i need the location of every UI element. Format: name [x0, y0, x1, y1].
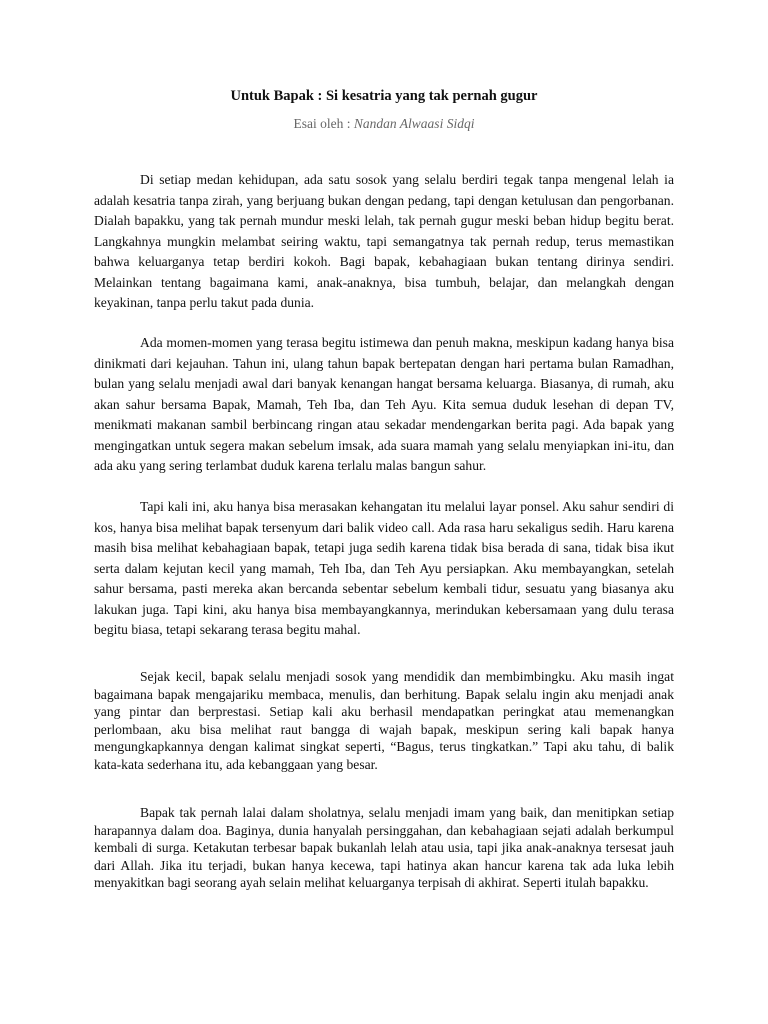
paragraph-3: Tapi kali ini, aku hanya bisa merasakan kehangatan itu melalui layar ponsel. Aku sahur sendiri di kos, hanya bisa melihat bapak tersenyum dari balik video call. Ada rasa haru sekaligus sedih. Haru karena masih bisa melihat kebahagiaan bapak, tetapi juga sedih karena tidak bisa berada di sana, tidak bisa ikut serta dalam kejutan kecil yang mamah, Teh Iba, dan Teh Ayu persiapkan. Aku membayangkan, setelah sahur bersama, pasti mereka akan bercanda sebentar sebelum kembali tidur, sesuatu yang biasanya aku lakukan juga. Tapi kini, aku hanya bisa membayangkannya, merindukan kebersamaan yang dulu terasa begitu biasa, tetapi sekarang terasa begitu mahal. [94, 499, 674, 637]
paragraph-4: Sejak kecil, bapak selalu menjadi sosok yang mendidik dan membimbingku. Aku masih ingat bagaimana bapak mengajariku membaca, menulis, dan berhitung. Bapak selalu ingin aku menjadi anak yang pintar dan berprestasi. Setiap kali aku berhasil mendapatkan peringkat atau memenangkan perlombaan, aku bisa melihat raut bangga di wajah bapak, meskipun sering kali bapak hanya mengungkapkannya dengan kalimat singkat seperti, “Bagus, terus tingkatkan.” Tapi aku tahu, di balik kata-kata sederhana itu, ada kebanggaan yang besar. [94, 669, 674, 772]
paragraph-1: Di setiap medan kehidupan, ada satu sosok yang selalu berdiri tegak tanpa mengenal lelah ia adalah kesatria tanpa zirah, yang berjuang bukan dengan pedang, tapi dengan ketulusan dan pengorbanan. Dialah bapakku, yang tak pernah mundur meski lelah, tak pernah gugur meski beban hidup begitu berat. Langkahnya mungkin melambat seiring waktu, tapi semangatnya tak pernah redup, terus memastikan bahwa keluarganya tetap berdiri kokoh. Bagi bapak, kebahagiaan bukan tentang dirinya sendiri. Melainkan tentang bagaimana kami, anak-anaknya, bisa tumbuh, belajar, dan melangkah dengan keyakinan, tanpa perlu takut pada dunia. [94, 172, 674, 310]
essay-byline [94, 116, 674, 132]
author-name: Nandan Alwaasi Sidqi [353, 116, 475, 131]
paragraph-2: Ada momen-momen yang terasa begitu istimewa dan penuh makna, meskipun kadang hanya bisa dinikmati dari kejauhan. Tahun ini, ulang tahun bapak bertepatan dengan hari pertama bulan Ramadhan, bulan yang selalu menjadi awal dari banyak kenangan hangat bersama keluarga. Biasanya, di rumah, aku akan sahur bersama Bapak, Mamah, Teh Iba, dan Teh Ayu. Kita semua duduk lesehan di depan TV, menikmati makanan sambil berbincang ringan atau sekadar mendengarkan berita pagi. Ada bapak yang mengingatkan untuk segera makan sebelum imsak, ada suara mamah yang selalu menyiapkan ini-itu, dan ada aku yang sering terlambat duduk karena terlalu malas bangun sahur. [94, 335, 674, 473]
essay-title: Untuk Bapak : Si kesatria yang tak pernah gugur [230, 88, 538, 104]
byline-prefix: Esai oleh : [293, 116, 354, 131]
paragraph-5: Bapak tak pernah lalai dalam sholatnya, selalu menjadi imam yang baik, dan menitipkan setiap harapannya dalam doa. Baginya, dunia hanyalah persinggahan, dan kebahagiaan sejati adalah berkumpul kembali di surga. Ketakutan terbesar bapak bukanlah lelah atau usia, tapi jika anak-anaknya tersesat jauh dari Allah. Jika itu terjadi, bukan hanya kecewa, tapi hatinya akan hancur karena tak ada luka lebih menyakitkan bagi seorang ayah selain melihat keluarganya terpisah di akhirat. Seperti itulah bapakku. [94, 805, 674, 891]
